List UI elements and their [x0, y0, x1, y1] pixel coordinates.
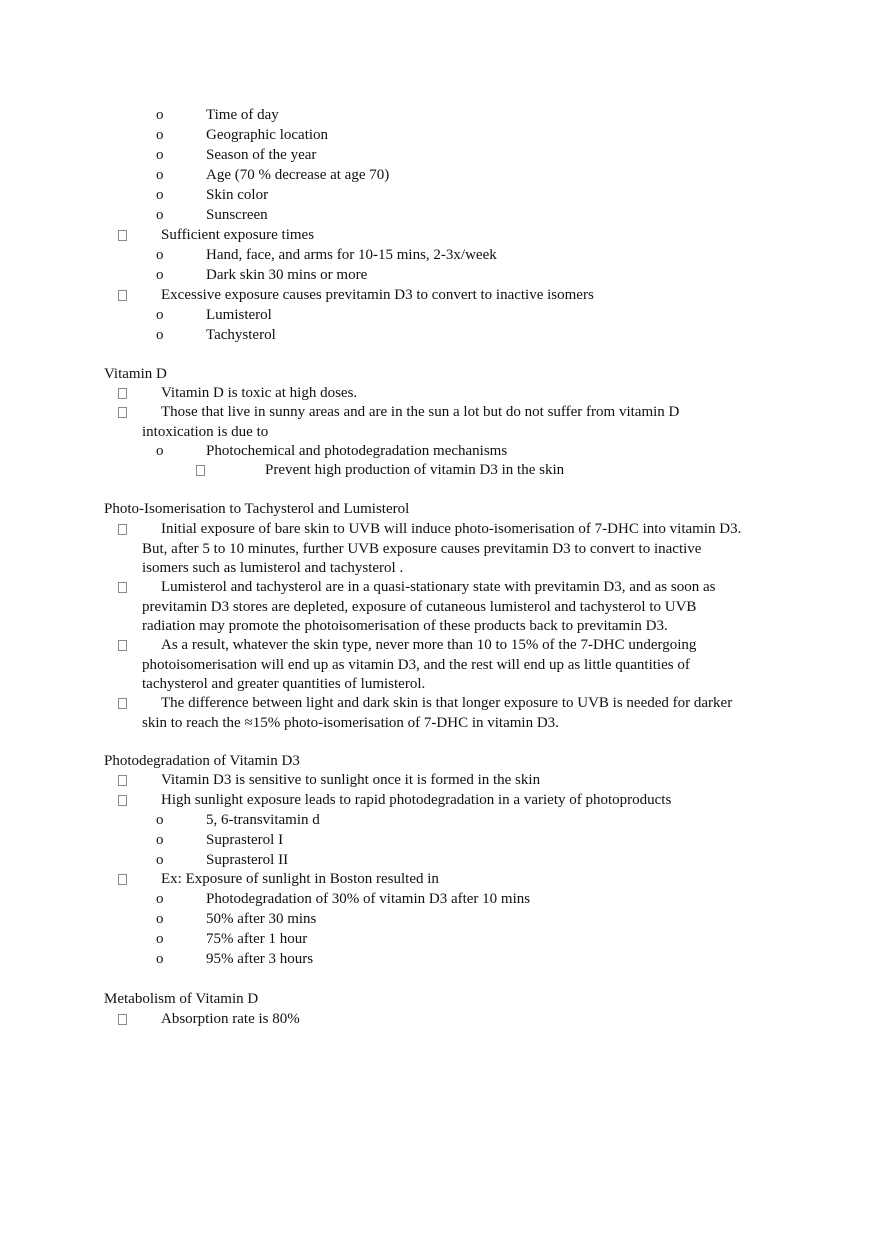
bullet-circle: o — [156, 891, 164, 907]
bullet-circle: o — [156, 931, 164, 947]
bullet-box-icon — [118, 795, 127, 806]
bullet-circle: o — [156, 127, 164, 143]
bullet-box-icon — [118, 407, 127, 418]
bullet-circle: o — [156, 443, 164, 459]
bullet-circle: o — [156, 812, 164, 828]
bullet-circle: o — [156, 267, 164, 283]
section-heading: Metabolism of Vitamin D — [104, 991, 259, 1007]
bullet-box-icon — [118, 1014, 127, 1025]
bullet-box-icon — [118, 775, 127, 786]
bullet-box-icon — [118, 698, 127, 709]
bullet-circle: o — [156, 147, 164, 163]
bullet-box-icon — [196, 465, 205, 476]
bullet-circle: o — [156, 852, 164, 868]
bullet-box-icon — [118, 290, 127, 301]
document-page: o Time of day o Geographic location o Season of the year o Age (70 % decrease at age 70) o Skin color o Sunscreen Sufficient exposure times o Hand, face, and arms for 10-15 mins, 2-3x/week o Dark skin 30 mins or more Excessive exposure causes previtamin D3 to convert to inactive isomers o Lumisterol o Tachysterol Vitamin D Vitamin D is toxic at high doses. Those that live in sunny areas and are in the sun a lot but do not suffer from vitamin D intoxication is due to o Photochemical and photodegradation mechanisms Prevent high production of vitamin D3 in the skin Photo-Isomerisation to Tachysterol and Lumisterol Initial exposure of bare skin to UVB will induce photo-isomerisation of 7-DHC into vitamin D3. But, after 5 to 10 minutes, further UVB exposure causes previtamin D3 to convert to inactive isomers such as lumisterol and tachysterol . Lumisterol and tachysterol are in a quasi-stationary state with previtamin D3, and as soon as previtamin D3 stores are depleted, exposure of cutaneous lumisterol and tachysterol to UVB radiation may promote the photoisomerisation of these products back to previtamin D3. As a result, whatever the skin type, never more than 10 to 15% of the 7-DHC undergoing photoisomerisation will end up as vitamin D3, and the rest will end up as little quantities of tachysterol and greater quantities of lumisterol. The difference between light and dark skin is that longer exposure to UVB is needed for darker skin to reach the ≈15% photo-isomerisation of 7-DHC in vitamin D3. Photodegradation of Vitamin D3 Vitamin D3 is sensitive to sunlight once it is formed in the skin High sunlight exposure leads to rapid photodegradation in a variety of photoproducts o 5, 6-transvitamin d o Suprasterol I o Suprasterol II Ex: Exposure of sunlight in Boston resulted in o Photodegradation of 30% of vitamin D3 after 10 mins o 50% after 30 mins o 75% after 1 hour o 95% after 3 hours Metabolism of Vitamin D Absorption rate is 80% — [104, 107, 742, 1027]
bullet-circle: o — [156, 307, 164, 323]
bullet-circle: o — [156, 327, 164, 343]
section-heading: Vitamin D — [104, 366, 167, 382]
bullet-circle: o — [156, 832, 164, 848]
bullet-circle: o — [156, 247, 164, 263]
bullet-circle: o — [156, 167, 164, 183]
section-heading: Photo-Isomerisation to Tachysterol and Lumisterol — [104, 501, 410, 517]
bullet-box-icon — [118, 230, 127, 241]
bullet-box-icon — [118, 640, 127, 651]
bullet-circle: o — [156, 207, 164, 223]
bullet-box-icon — [118, 388, 127, 399]
section-heading: Photodegradation of Vitamin D3 — [104, 753, 300, 769]
bullet-box-icon — [118, 582, 127, 593]
bullet-circle: o — [156, 951, 164, 967]
bullet-box-icon — [118, 874, 127, 885]
bullet-circle: o — [156, 187, 164, 203]
bullet-circle: o — [156, 107, 164, 123]
bullet-box-icon — [118, 524, 127, 535]
bullet-circle: o — [156, 911, 164, 927]
